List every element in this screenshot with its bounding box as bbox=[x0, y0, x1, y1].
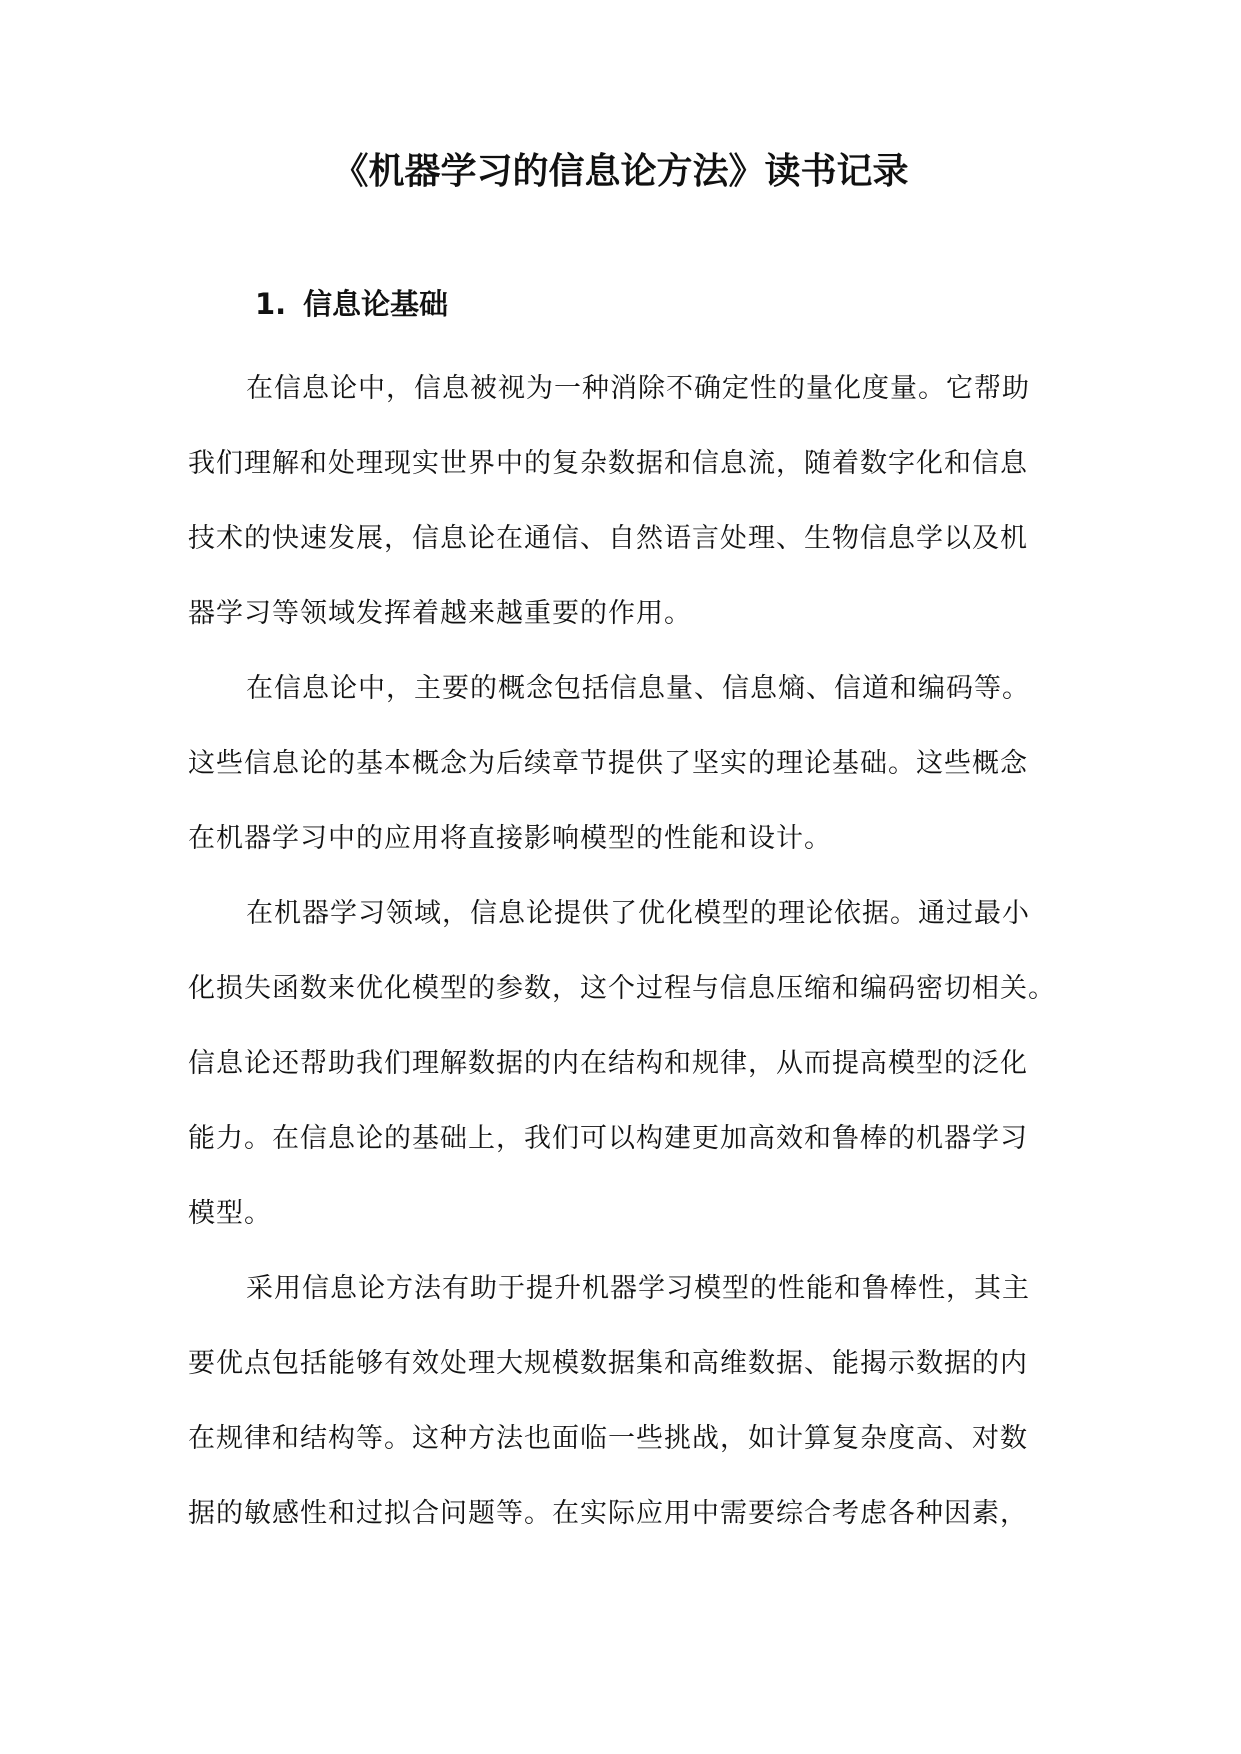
section-heading bbox=[255, 280, 448, 328]
paragraph-line: 模型。 bbox=[188, 1198, 272, 1229]
body-text bbox=[188, 363, 1058, 1563]
paragraph-line: 技术的快速发展，信息论在通信、自然语言处理、生物信息学以及机 bbox=[188, 523, 1028, 554]
paragraph-line: 我们理解和处理现实世界中的复杂数据和信息流，随着数字化和信息 bbox=[188, 448, 1028, 479]
paragraph-line: 采用信息论方法有助于提升机器学习模型的性能和鲁棒性，其主 bbox=[246, 1273, 1030, 1304]
paragraph-line: 器学习等领域发挥着越来越重要的作用。 bbox=[188, 598, 692, 629]
paragraph-line: 要优点包括能够有效处理大规模数据集和高维数据、能揭示数据的内 bbox=[188, 1348, 1028, 1379]
section-number: 1. bbox=[255, 287, 287, 321]
paragraph-line: 能力。在信息论的基础上，我们可以构建更加高效和鲁棒的机器学习 bbox=[188, 1123, 1028, 1154]
paragraph-line: 化损失函数来优化模型的参数，这个过程与信息压缩和编码密切相关。 bbox=[188, 973, 1056, 1004]
paragraph-line: 在机器学习领域，信息论提供了优化模型的理论依据。通过最小 bbox=[246, 898, 1030, 929]
document-title: 《机器学习的信息论方法》读书记录 bbox=[332, 151, 909, 192]
paragraph-line: 在信息论中，信息被视为一种消除不确定性的量化度量。它帮助 bbox=[246, 373, 1030, 404]
paragraph-line: 在规律和结构等。这种方法也面临一些挑战，如计算复杂度高、对数 bbox=[188, 1423, 1028, 1454]
paragraph-line: 这些信息论的基本概念为后续章节提供了坚实的理论基础。这些概念 bbox=[188, 748, 1028, 779]
paragraph-line: 在信息论中，主要的概念包括信息量、信息熵、信道和编码等。 bbox=[246, 673, 1030, 704]
paragraph-line: 据的敏感性和过拟合问题等。在实际应用中需要综合考虑各种因素， bbox=[188, 1498, 1028, 1529]
paragraph-line: 信息论还帮助我们理解数据的内在结构和规律，从而提高模型的泛化 bbox=[188, 1048, 1028, 1079]
section-heading-text: 信息论基础 bbox=[303, 287, 449, 321]
paragraph-line: 在机器学习中的应用将直接影响模型的性能和设计。 bbox=[188, 823, 832, 854]
